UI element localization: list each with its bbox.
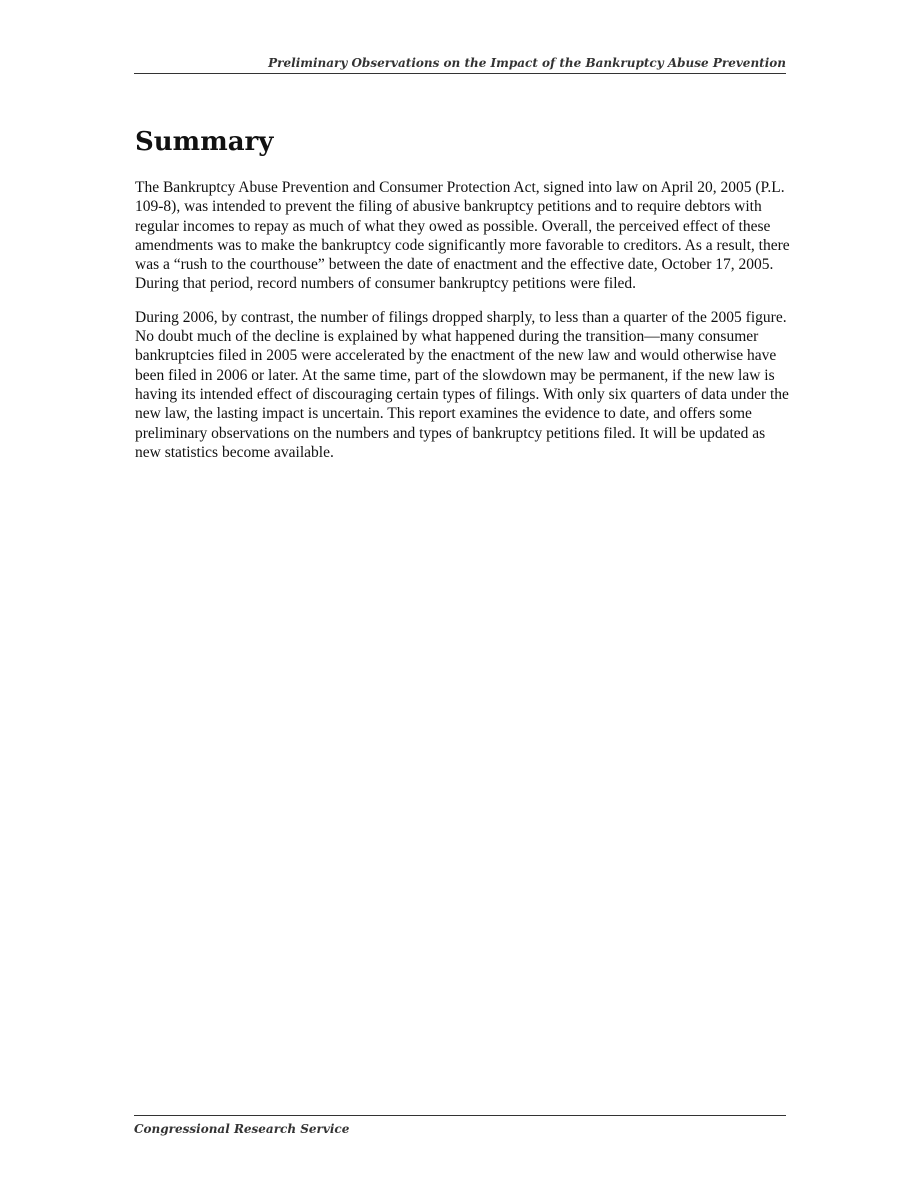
running-footer: Congressional Research Service [134, 1115, 786, 1138]
summary-body [135, 178, 790, 476]
running-header: Preliminary Observations on the Impact of the Bankruptcy Abuse Prevention [134, 55, 786, 74]
section-title: Summary [135, 127, 274, 157]
summary-paragraph: During 2006, by contrast, the number of filings dropped sharply, to less than a quarter of the 2005 figure. No doubt much of the decline is explained by what happened during the transition—many consumer bankruptcies filed in 2005 were accelerated by the enactment of the new law and would otherwise have been filed in 2006 or later. At the same time, part of the slowdown may be permanent, if the new law is having its intended effect of discouraging certain types of filings. With only six quarters of data under the new law, the lasting impact is uncertain. This report examines the evidence to date, and offers some preliminary observations on the numbers and types of bankruptcy petitions filed. It will be updated as new statistics become available. [135, 308, 789, 461]
summary-paragraph: The Bankruptcy Abuse Prevention and Consumer Protection Act, signed into law on April 20, 2005 (P.L. 109-8), was intended to prevent the filing of abusive bankruptcy petitions and to require debtors with regular incomes to repay as much of what they owed as possible. Overall, the perceived effect of these amendments was to make the bankruptcy code significantly more favorable to creditors. As a result, there was a “rush to the courthouse” between the date of enactment and the effective date, October 17, 2005. During that period, record numbers of consumer bankruptcy petitions were filed. [135, 179, 790, 293]
